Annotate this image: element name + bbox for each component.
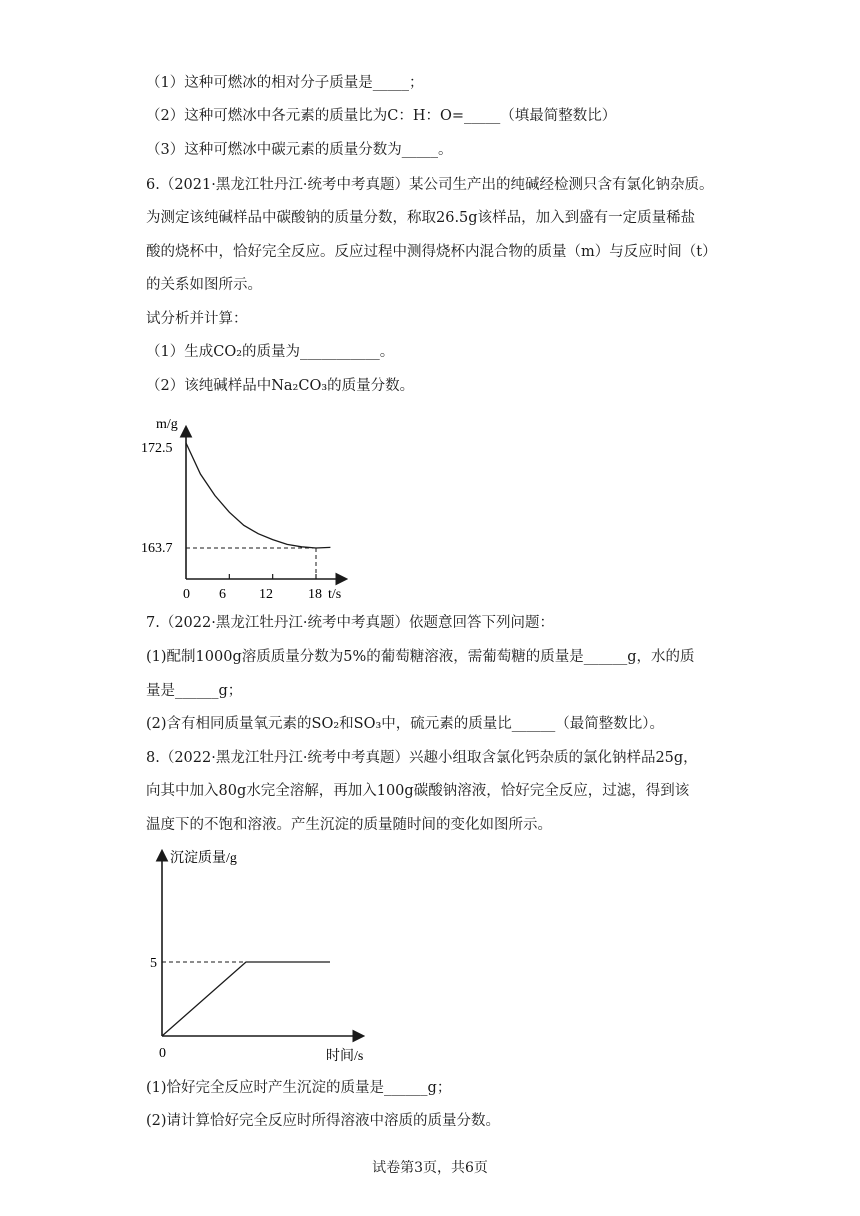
q6-stem-line1: 6.（2021·黑龙江牡丹江·统考中考真题）某公司生产出的纯碱经检测只含有氯化钠杂质。 xyxy=(146,177,714,193)
q8-sub1: (1)恰好完全反应时产生沉淀的质量是______g； xyxy=(146,1080,452,1096)
q6-stem-line3: 酸的烧杯中，恰好完全反应。反应过程中测得烧杯内混合物的质量（m）与反应时间（t） xyxy=(146,244,717,260)
q7-stem: 7.（2022·黑龙江牡丹江·统考中考真题）依题意回答下列问题： xyxy=(146,615,554,631)
q5-sub2: （2）这种可燃冰中各元素的质量比为C：H：O=_____（填最简整数比） xyxy=(146,108,617,124)
q6-instruction: 试分析并计算： xyxy=(146,311,248,327)
y-axis-label: m/g xyxy=(156,417,178,432)
q8-stem-line2: 向其中加入80g水完全溶解，再加入100g碳酸钠溶液，恰好完全反应，过滤，得到该 xyxy=(146,783,690,799)
q5-sub1: （1）这种可燃冰的相对分子质量是_____； xyxy=(146,75,424,91)
tick-label-x-18: 18 xyxy=(308,587,322,602)
tick-label-x-12: 12 xyxy=(259,587,273,602)
x-axis-label: t/s xyxy=(328,587,342,602)
series-line xyxy=(186,443,330,548)
q8-sub2: (2)请计算恰好完全反应时所得溶液中溶质的质量分数。 xyxy=(146,1113,501,1129)
y-axis-label: 沉淀质量/g xyxy=(170,851,237,866)
page-footer: 试卷第3页，共6页 xyxy=(372,1160,488,1176)
series-line xyxy=(162,962,330,1036)
mass-time-chart xyxy=(140,408,370,604)
q7-sub2: (2)含有相同质量氧元素的SO₂和SO₃中，硫元素的质量比______（最简整数比）。 xyxy=(146,716,665,732)
q6-stem-line2: 为测定该纯碱样品中碳酸钠的质量分数，称取26.5g该样品，加入到盛有一定质量稀盐 xyxy=(146,210,696,226)
q8-stem-line3: 温度下的不饱和溶液。产生沉淀的质量随时间的变化如图所示。 xyxy=(146,817,552,833)
q7-sub1-line1: (1)配制1000g溶质质量分数为5%的葡萄糖溶液，需葡萄糖的质量是______g，水的质 xyxy=(146,649,695,665)
q6-stem-line4: 的关系如图所示。 xyxy=(146,277,262,293)
tick-label-y-172-5: 172.5 xyxy=(141,441,173,456)
x-axis-label: 时间/s xyxy=(326,1049,364,1064)
q6-sub1: （1）生成CO₂的质量为___________。 xyxy=(146,344,395,360)
q7-sub1-line2: 量是______g； xyxy=(146,683,243,699)
tick-label-x-6: 6 xyxy=(219,587,226,602)
tick-label-y-163-7: 163.7 xyxy=(141,541,173,556)
q6-sub2: （2）该纯碱样品中Na₂CO₃的质量分数。 xyxy=(146,378,415,394)
tick-label-x-0: 0 xyxy=(183,587,190,602)
precipitate-time-chart xyxy=(140,840,390,1070)
tick-label-y-5: 5 xyxy=(150,956,157,971)
q8-stem-line1: 8.（2022·黑龙江牡丹江·统考中考真题）兴趣小组取含氯化钙杂质的氯化钠样品25g， xyxy=(146,750,698,766)
q5-sub3: （3）这种可燃冰中碳元素的质量分数为_____。 xyxy=(146,142,453,158)
tick-label-x-0: 0 xyxy=(159,1046,166,1061)
